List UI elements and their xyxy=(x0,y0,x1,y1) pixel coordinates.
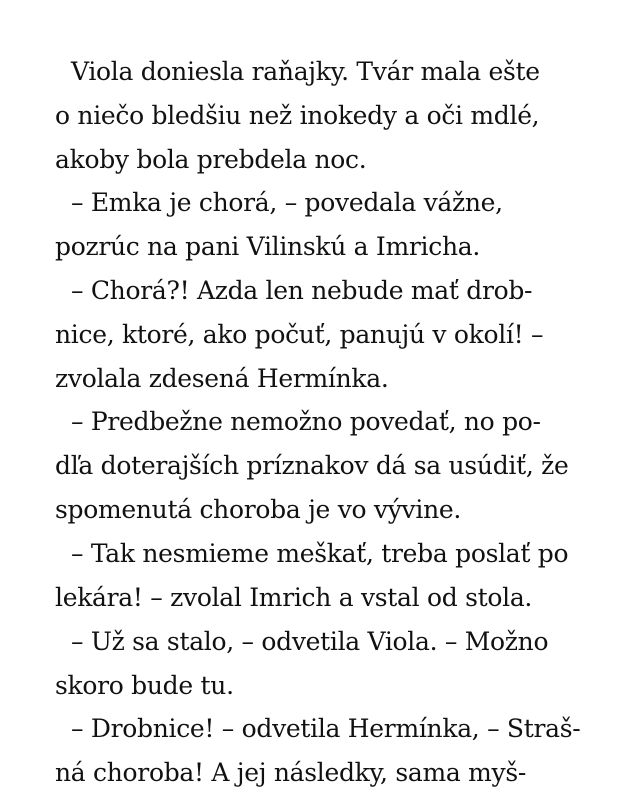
text-line: – Už sa stalo, – odvetila Viola. – Možno xyxy=(71,627,549,656)
text-line: – Emka je chorá, – povedala vážne, xyxy=(71,188,503,217)
text-line: – Tak nesmieme meškať, treba poslať po xyxy=(71,539,569,568)
text-line: – Predbežne nemožno povedať, no po- xyxy=(71,407,541,436)
text-line: spomenutá choroba je vo vývine. xyxy=(55,495,462,524)
text-line: zvolala zdesená Hermínka. xyxy=(55,364,389,393)
text-line: dľa doterajších príznakov dá sa usúdiť, že xyxy=(55,451,569,480)
text-line: – Drobnice! – odvetila Hermínka, – Straš- xyxy=(71,714,581,743)
text-line: nice, ktoré, ako počuť, panujú v okolí! – xyxy=(55,320,544,349)
text-line: lekára! – zvolal Imrich a vstal od stola. xyxy=(55,583,533,612)
text-line: pozrúc na pani Vilinskú a Imricha. xyxy=(55,232,480,261)
text-line: akoby bola prebdela noc. xyxy=(55,145,367,174)
text-line: – Chorá?! Azda len nebude mať drob- xyxy=(71,276,533,305)
text-line: o niečo bledšiu než inokedy a oči mdlé, xyxy=(55,101,540,130)
text-line: ná choroba! A jej následky, sama myš- xyxy=(55,758,527,787)
text-line: Viola doniesla raňajky. Tvár mala ešte xyxy=(71,57,540,86)
text-line: skoro bude tu. xyxy=(55,671,234,700)
